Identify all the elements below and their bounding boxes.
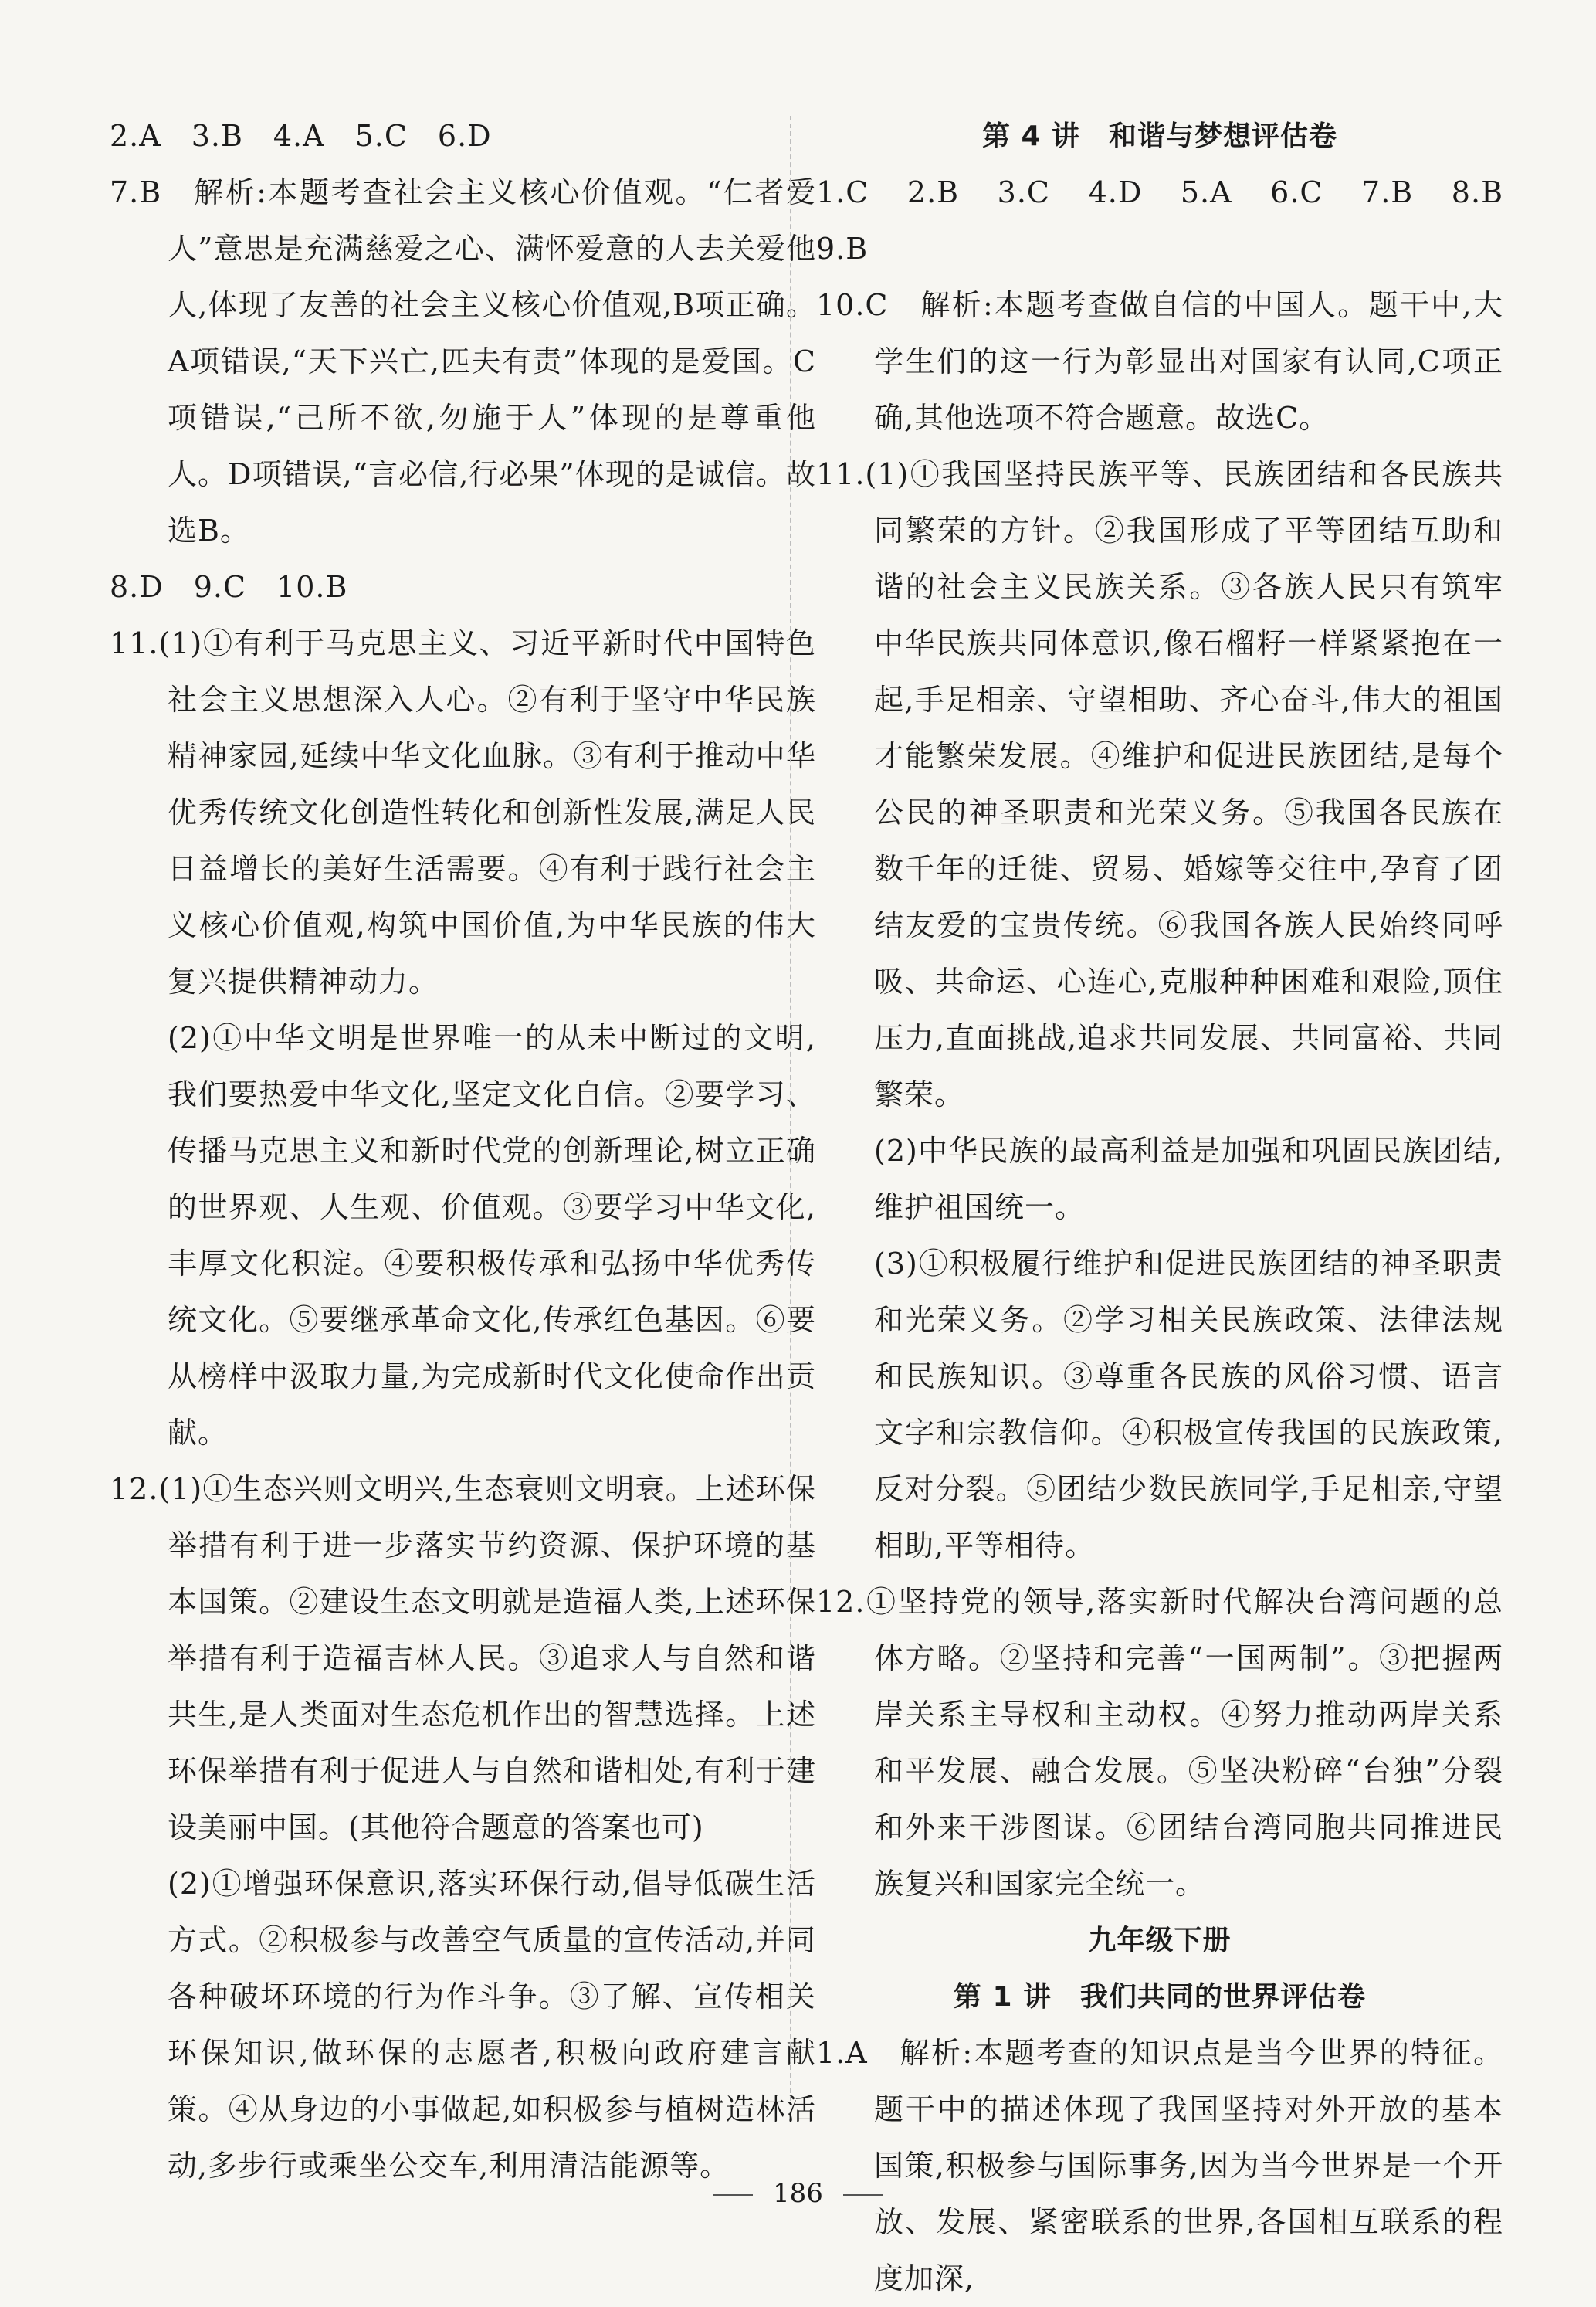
page-footer [0,2178,1596,2209]
section-heading: 第 1 讲 我们共同的世界评估卷 [953,1981,1367,2013]
answer-paragraph: 11.(1)①我国坚持民族平等、民族团结和各民族共同繁荣的方针。②我国形成了平等团结互助和谐的社会主义民族关系。③各族人民只有筑牢中华民族共同体意识,像石榴籽一样紧紧抱在一起,手足相亲、守望相助、齐心奋斗,伟大的祖国才能繁荣发展。④维护和促进民族团结,是每个公民的神圣职责和光荣义务。⑤我国各民族在数千年的迁徙、贸易、婚嫁等交往中,孕育了团结友爱的宝贵传统。⑥我国各族人民始终同呼吸、共命运、心连心,克服种种困难和艰险,顶住压力,直面挑战,追求共同发展、共同富裕、共同繁荣。 [816,457,1503,1111]
answer-paragraph: 11.(1)①有利于马克思主义、习近平新时代中国特色社会主义思想深入人心。②有利于坚守中华民族精神家园,延续中华文化血脉。③有利于推动中华优秀传统文化创造性转化和创新性发展,满足人民日益增长的美好生活需要。④有利于践行社会主义核心价值观,构筑中国价值,为中华民族的伟大复兴提供精神动力。 [110,626,816,999]
answer-paragraph: 12.①坚持党的领导,落实新时代解决台湾问题的总体方略。②坚持和完善“一国两制”。③把握两岸关系主导权和主动权。④努力推动两岸关系和平发展、融合发展。⑤坚决粉碎“台独”分裂和外来干涉图谋。⑥团结台湾同胞共同推进民族复兴和国家完全统一。 [816,1585,1503,1901]
answer-paragraph: 12.(1)①生态兴则文明兴,生态衰则文明衰。上述环保举措有利于进一步落实节约资源、保护环境的基本国策。②建设生态文明就是造福人类,上述环保举措有利于造福吉林人民。③追求人与自然和谐共生,是人类面对生态危机作出的智慧选择。上述环保举措有利于促进人与自然和谐相处,有利于建设美丽中国。(其他符合题意的答案也可) [110,1472,816,1844]
answer-paragraph: 7.B 解析:本题考查社会主义核心价值观。“仁者爱人”意思是充满慈爱之心、满怀爱意的人去关爱他人,体现了友善的社会主义核心价值观,B项正确。A项错误,“天下兴亡,匹夫有责”体现的是爱国。C项错误,“己所不欲,勿施于人”体现的是尊重他人。D项错误,“言必信,行必果”体现的是诚信。故选B。 [110,175,816,548]
answer-paragraph: 8.D 9.C 10.B [110,570,348,604]
section-heading: 第 4 讲 和谐与梦想评估卷 [981,120,1338,152]
column-divider [790,116,791,2101]
right-column [816,108,1534,2307]
answer-paragraph: 1.A 解析:本题考查的知识点是当今世界的特征。题干中的描述体现了我国坚持对外开放的基本国策,积极参与国际事务,因为当今世界是一个开放、发展、紧密联系的世界,各国相互联系的程度加深, [816,2036,1503,2295]
answer-paragraph: (2)中华民族的最高利益是加强和巩固民族团结,维护祖国统一。 [874,1134,1503,1224]
footer-dash-right [843,2194,883,2196]
answer-paragraph: 10.C 解析:本题考查做自信的中国人。题干中,大学生们的这一行为彰显出对国家有认同,C项正确,其他选项不符合题意。故选C。 [816,288,1503,435]
answer-paragraph: 1.C 2.B 3.C 4.D 5.A 6.C 7.B 8.B 9.B [816,175,1534,266]
answer-paragraph: (2)①增强环保意识,落实环保行动,倡导低碳生活方式。②积极参与改善空气质量的宣传活动,并同各种破坏环境的行为作斗争。③了解、宣传相关环保知识,做环保的志愿者,积极向政府建言献策。④从身边的小事做起,如积极参与植树造林活动,多步行或乘坐公交车,利用清洁能源等。 [168,1867,816,2183]
section-heading: 九年级下册 [1088,1925,1232,1956]
footer-dash-left [713,2194,753,2196]
answer-paragraph: (3)①积极履行维护和促进民族团结的神圣职责和光荣义务。②学习相关民族政策、法律法规和民族知识。③尊重各民族的风俗习惯、语言文字和宗教信仰。④积极宣传我国的民族政策,反对分裂。⑤团结少数民族同学,手足相亲,守望相助,平等相待。 [874,1247,1503,1562]
left-column [110,108,816,2194]
answer-paragraph: (2)①中华文明是世界唯一的从未中断过的文明,我们要热爱中华文化,坚定文化自信。②要学习、传播马克思主义和新时代党的创新理论,树立正确的世界观、人生观、价值观。③要学习中华文化,丰厚文化积淀。④要积极传承和弘扬中华优秀传统文化。⑤要继承革命文化,传承红色基因。⑥要从榜样中汲取力量,为完成新时代文化使命作出贡献。 [168,1021,816,1450]
page-number: 186 [773,2178,823,2209]
answer-paragraph: 2.A 3.B 4.A 5.C 6.D [110,119,492,153]
